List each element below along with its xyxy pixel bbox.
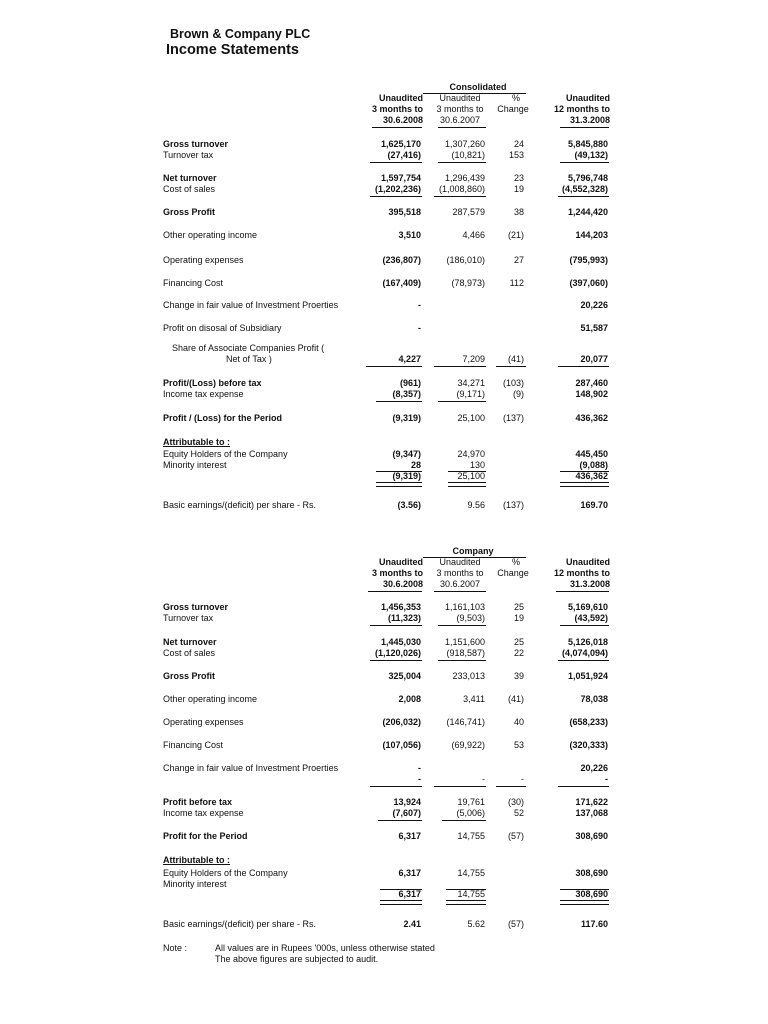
col-header-q2008-1: Unaudited <box>379 557 423 567</box>
col-header-q2007-1: Unaudited <box>439 557 481 567</box>
cell-value: 34,271 <box>457 378 485 388</box>
cell-value: (30) <box>507 797 524 807</box>
cell-value: (27,416) <box>387 150 421 160</box>
cell-value: 1,625,170 <box>380 139 421 149</box>
cell-value: (206,032) <box>382 717 421 727</box>
cell-value: 52 <box>513 808 524 818</box>
cell-value: 308,690 <box>575 889 608 899</box>
total-double-rule <box>380 900 422 905</box>
cell-value: (137) <box>502 500 524 510</box>
cell-value: 169.70 <box>580 500 608 510</box>
cell-value: (9,347) <box>392 449 421 459</box>
row-label-continued: Net of Tax ) <box>226 354 272 364</box>
cell-value: 14,755 <box>457 831 485 841</box>
cell-value: (9,319) <box>392 413 421 423</box>
row-label: Profit on disosal of Subsidiary <box>163 323 282 333</box>
cell-value: 436,362 <box>575 471 608 481</box>
cell-value: 5,845,880 <box>567 139 608 149</box>
cell-value: 171,622 <box>575 797 608 807</box>
subtotal-rule <box>560 625 609 626</box>
col-header-q2007-rule <box>434 591 486 592</box>
cell-value: (236,807) <box>382 255 421 265</box>
col-header-fy-2: 12 months to <box>553 568 610 578</box>
col-header-fy-3: 31.3.2008 <box>569 115 610 125</box>
consolidated-heading: Consolidated <box>449 82 507 92</box>
cell-value: 4,227 <box>398 354 421 364</box>
cell-value: (137) <box>502 413 524 423</box>
cell-value: 1,597,754 <box>380 173 421 183</box>
cell-value: (69,922) <box>451 740 485 750</box>
note-line: The above figures are subjected to audit. <box>215 954 379 964</box>
cell-value: 19,761 <box>457 797 485 807</box>
company-name: Brown & Company PLC <box>170 27 311 41</box>
cell-value: 24,970 <box>457 449 485 459</box>
cell-value: 51,587 <box>580 323 608 333</box>
cell-value: (10,821) <box>451 150 485 160</box>
cell-value: 436,362 <box>575 413 608 423</box>
cell-value: (795,993) <box>569 255 608 265</box>
cell-value: - <box>482 774 485 784</box>
col-header-change-2: Change <box>497 104 529 114</box>
cell-value: 1,445,030 <box>380 637 421 647</box>
row-label: Turnover tax <box>163 150 214 160</box>
attributable-heading: Attributable to : <box>163 437 230 447</box>
cell-value: (397,060) <box>569 278 608 288</box>
cell-value: - <box>418 763 421 773</box>
cell-value: 308,690 <box>575 831 608 841</box>
cell-value: 22 <box>513 648 524 658</box>
col-header-q2007-2: 3 months to <box>436 104 484 114</box>
subtotal-rule <box>438 162 486 163</box>
cell-value: 5.62 <box>467 919 485 929</box>
cell-value: (9,503) <box>456 613 485 623</box>
cell-value: 395,518 <box>388 207 421 217</box>
col-header-q2008-rule <box>372 127 422 128</box>
cell-value: (658,233) <box>569 717 608 727</box>
cell-value: (961) <box>399 378 421 388</box>
col-header-change-1: % <box>511 557 520 567</box>
cell-value: (41) <box>507 354 524 364</box>
subtotal-rule <box>438 660 486 661</box>
col-header-q2008-2: 3 months to <box>372 568 423 578</box>
row-label: Other operating income <box>163 230 258 240</box>
cell-value: - <box>521 774 524 784</box>
cell-value: (7,607) <box>392 808 421 818</box>
subtotal-rule <box>370 660 422 661</box>
row-label: Profit before tax <box>163 797 233 807</box>
cell-value: 39 <box>513 671 524 681</box>
cell-value: (918,587) <box>446 648 485 658</box>
row-label: Profit / (Loss) for the Period <box>163 413 283 423</box>
cell-value: (1,120,026) <box>374 648 421 658</box>
subtotal-rule <box>370 786 422 787</box>
cell-value: (5,006) <box>456 808 485 818</box>
cell-value: (167,409) <box>382 278 421 288</box>
row-label: Gross Profit <box>163 671 216 681</box>
attributable-heading: Attributable to : <box>163 855 230 865</box>
total-double-rule <box>560 900 609 905</box>
row-label: Profit/(Loss) before tax <box>163 378 262 388</box>
row-label: Operating expenses <box>163 717 244 727</box>
cell-value: 23 <box>513 173 524 183</box>
subtotal-rule <box>442 820 486 821</box>
cell-value: 25,100 <box>457 471 485 481</box>
cell-value: 287,460 <box>575 378 608 388</box>
subtotal-rule <box>496 786 526 787</box>
subtotal-rule <box>496 366 526 367</box>
cell-value: 19 <box>513 184 524 194</box>
cell-value: 5,126,018 <box>567 637 608 647</box>
cell-value: 6,317 <box>398 868 421 878</box>
cell-value: 112 <box>509 278 524 288</box>
cell-value: (107,056) <box>382 740 421 750</box>
cell-value: 6,317 <box>398 831 421 841</box>
subtotal-rule <box>434 366 486 367</box>
row-label: Other operating income <box>163 694 258 704</box>
cell-value: - <box>418 323 421 333</box>
cell-value: (49,132) <box>574 150 608 160</box>
cell-value: 1,307,260 <box>444 139 485 149</box>
cell-value: (41) <box>507 694 524 704</box>
subtotal-rule <box>438 401 486 402</box>
subtotal-rule <box>376 401 422 402</box>
subtotal-rule <box>366 366 422 367</box>
cell-value: 53 <box>513 740 524 750</box>
cell-value: (21) <box>507 230 524 240</box>
row-label: Gross turnover <box>163 139 229 149</box>
cell-value: 1,244,420 <box>567 207 608 217</box>
row-label: Net turnover <box>163 637 217 647</box>
row-label: Cost of sales <box>163 184 216 194</box>
cell-value: 144,203 <box>575 230 608 240</box>
cell-value: (57) <box>507 919 524 929</box>
cell-value: (9,319) <box>392 471 421 481</box>
col-header-q2007-rule <box>438 127 486 128</box>
cell-value: 445,450 <box>575 449 608 459</box>
cell-value: (3.56) <box>397 500 421 510</box>
row-label: Equity Holders of the Company <box>163 868 288 878</box>
subtotal-rule <box>558 196 609 197</box>
cell-value: 13,924 <box>393 797 421 807</box>
cell-value: 14,755 <box>457 889 485 899</box>
cell-value: 14,755 <box>457 868 485 878</box>
cell-value: (186,010) <box>446 255 485 265</box>
cell-value: 137,068 <box>575 808 608 818</box>
cell-value: 38 <box>513 207 524 217</box>
cell-value: 233,013 <box>452 671 485 681</box>
cell-value: 1,296,439 <box>444 173 485 183</box>
subtotal-rule <box>558 786 609 787</box>
cell-value: 28 <box>410 460 421 470</box>
cell-value: 308,690 <box>575 868 608 878</box>
cell-value: - <box>605 774 608 784</box>
cell-value: 78,038 <box>580 694 608 704</box>
cell-value: 40 <box>513 717 524 727</box>
cell-value: 325,004 <box>388 671 421 681</box>
cell-value: 1,151,600 <box>444 637 485 647</box>
row-label: Income tax expense <box>163 808 244 818</box>
row-label: Equity Holders of the Company <box>163 449 288 459</box>
col-header-q2008-3: 30.6.2008 <box>382 115 423 125</box>
cell-value: (9,088) <box>579 460 608 470</box>
subtotal-rule <box>370 162 422 163</box>
subtotal-rule <box>558 366 609 367</box>
cell-value: 148,902 <box>575 389 608 399</box>
col-header-q2008-2: 3 months to <box>372 104 423 114</box>
cell-value: (8,357) <box>392 389 421 399</box>
col-header-change-1: % <box>511 93 520 103</box>
cell-value: (9) <box>513 389 524 399</box>
cell-value: 5,169,610 <box>567 602 608 612</box>
col-header-change-2: Change <box>497 568 529 578</box>
col-header-q2008-3: 30.6.2008 <box>382 579 423 589</box>
row-label: Net turnover <box>163 173 217 183</box>
col-header-fy-rule <box>560 127 609 128</box>
cell-value: 287,579 <box>452 207 485 217</box>
row-label: Income tax expense <box>163 389 244 399</box>
total-double-rule <box>446 900 486 905</box>
row-label: Profit for the Period <box>163 831 248 841</box>
cell-value: 5,796,748 <box>567 173 608 183</box>
cell-value: - <box>418 774 421 784</box>
col-header-fy-1: Unaudited <box>566 93 610 103</box>
cell-value: 25,100 <box>457 413 485 423</box>
subtotal-rule <box>558 660 609 661</box>
total-double-rule <box>560 482 609 487</box>
subtotal-rule <box>560 162 609 163</box>
subtotal-rule <box>370 625 422 626</box>
col-header-q2007-2: 3 months to <box>436 568 484 578</box>
row-label: Turnover tax <box>163 613 214 623</box>
cell-value: (320,333) <box>569 740 608 750</box>
cell-value: (1,008,860) <box>438 184 485 194</box>
cell-value: 130 <box>469 460 485 470</box>
cell-value: (57) <box>507 831 524 841</box>
col-header-fy-1: Unaudited <box>566 557 610 567</box>
cell-value: 3,411 <box>463 694 485 704</box>
row-label: Change in fair value of Investment Proerties <box>163 300 339 310</box>
subtotal-rule <box>434 786 486 787</box>
total-double-rule <box>448 482 486 487</box>
col-header-fy-3: 31.3.2008 <box>569 579 610 589</box>
cell-value: 24 <box>513 139 524 149</box>
note-label: Note : <box>163 943 188 953</box>
cell-value: 27 <box>513 255 524 265</box>
cell-value: 1,161,103 <box>444 602 485 612</box>
col-header-q2008-1: Unaudited <box>379 93 423 103</box>
row-label: Basic earnings/(deficit) per share - Rs. <box>163 919 317 929</box>
cell-value: (4,552,328) <box>561 184 608 194</box>
row-label: Minority interest <box>163 879 227 889</box>
col-header-q2007-3: 30.6.2007 <box>439 579 481 589</box>
row-label: Gross Profit <box>163 207 216 217</box>
cell-value: 20,077 <box>580 354 608 364</box>
cell-value: (9,171) <box>456 389 485 399</box>
cell-value: 2,008 <box>398 694 421 704</box>
col-header-fy-rule <box>556 591 609 592</box>
cell-value: 3,510 <box>398 230 421 240</box>
cell-value: (103) <box>502 378 524 388</box>
row-label: Cost of sales <box>163 648 216 658</box>
col-header-q2008-rule <box>368 591 422 592</box>
subtotal-rule <box>378 820 422 821</box>
row-label: Change in fair value of Investment Proerties <box>163 763 339 773</box>
row-label: Financing Cost <box>163 278 224 288</box>
cell-value: 19 <box>513 613 524 623</box>
row-label: Gross turnover <box>163 602 229 612</box>
cell-value: 25 <box>513 637 524 647</box>
cell-value: (11,323) <box>387 613 421 623</box>
cell-value: 153 <box>508 150 524 160</box>
row-label: Minority interest <box>163 460 227 470</box>
cell-value: (4,074,094) <box>561 648 608 658</box>
cell-value: 2.41 <box>403 919 421 929</box>
total-double-rule <box>376 482 422 487</box>
cell-value: - <box>418 300 421 310</box>
page-title: Income Statements <box>166 42 299 58</box>
cell-value: 4,466 <box>462 230 485 240</box>
row-label: Share of Associate Companies Profit ( <box>172 343 325 353</box>
company-heading: Company <box>452 546 494 556</box>
cell-value: 20,226 <box>580 763 608 773</box>
subtotal-rule <box>438 625 486 626</box>
cell-value: 1,456,353 <box>380 602 421 612</box>
cell-value: (1,202,236) <box>374 184 421 194</box>
cell-value: 6,317 <box>398 889 421 899</box>
cell-value: (146,741) <box>446 717 485 727</box>
note-line: All values are in Rupees '000s, unless otherwise stated <box>215 943 435 953</box>
cell-value: (78,973) <box>451 278 485 288</box>
col-header-q2007-1: Unaudited <box>439 93 481 103</box>
cell-value: (43,592) <box>574 613 608 623</box>
row-label: Basic earnings/(deficit) per share - Rs. <box>163 500 317 510</box>
row-label: Operating expenses <box>163 255 244 265</box>
row-label: Financing Cost <box>163 740 224 750</box>
subtotal-rule <box>370 196 422 197</box>
cell-value: 117.60 <box>580 919 608 929</box>
cell-value: 20,226 <box>580 300 608 310</box>
col-header-fy-2: 12 months to <box>553 104 610 114</box>
col-header-q2007-3: 30.6.2007 <box>439 115 481 125</box>
cell-value: 7,209 <box>462 354 485 364</box>
cell-value: 9.56 <box>467 500 485 510</box>
cell-value: 25 <box>513 602 524 612</box>
cell-value: 1,051,924 <box>567 671 608 681</box>
subtotal-rule <box>434 196 486 197</box>
